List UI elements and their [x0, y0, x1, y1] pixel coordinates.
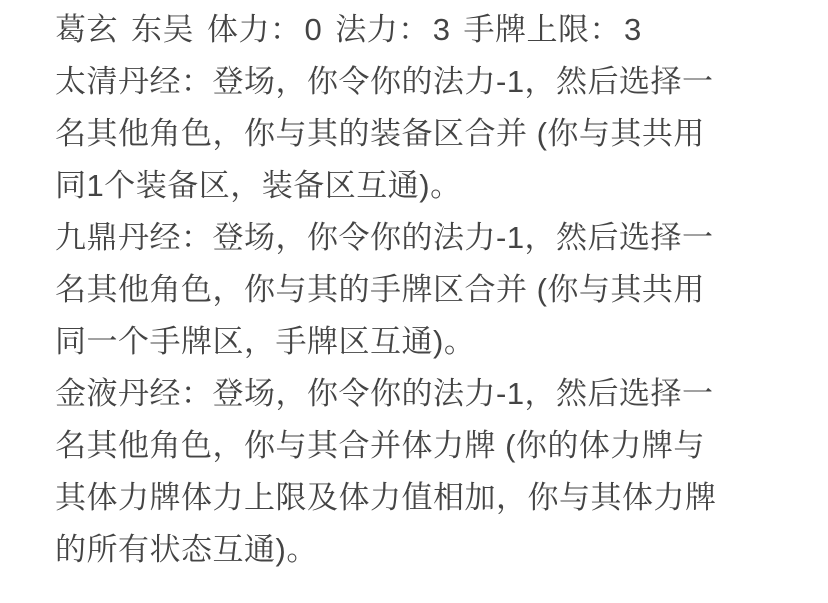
skill-text-line: 名其他角色，你与其合并体力牌 (你的体力牌与	[55, 428, 705, 463]
stat-hp-label: 体力：	[207, 12, 302, 47]
character-header	[55, 4, 798, 56]
stat-hand-limit-label: 手牌上限：	[463, 12, 621, 47]
character-name: 葛玄	[55, 12, 118, 47]
character-faction: 东吴	[131, 12, 194, 47]
stat-hand-limit	[464, 4, 642, 56]
skill-taiqing-danjing	[55, 56, 798, 212]
skill-jiuding-danjing	[55, 212, 798, 368]
skill-text-line: 金液丹经：登场，你令你的法力-1，然后选择一	[55, 376, 714, 411]
stat-hp-value: 0	[304, 12, 323, 47]
skill-text-line: 名其他角色，你与其的装备区合并 (你与其共用	[55, 116, 705, 151]
skill-jinye-danjing	[55, 368, 798, 576]
skill-text-line: 的所有状态互通)。	[55, 532, 318, 567]
skill-text-line: 同一个手牌区，手牌区互通)。	[55, 324, 476, 359]
skill-text-line: 其体力牌体力上限及体力值相加，你与其体力牌	[55, 480, 717, 515]
skill-text-line: 同1个装备区，装备区互通)。	[55, 168, 462, 203]
stat-mp-value: 3	[432, 12, 451, 47]
stat-mp	[335, 4, 450, 56]
skill-text-line: 太清丹经：登场，你令你的法力-1，然后选择一	[55, 64, 714, 99]
stat-hp	[207, 4, 322, 56]
skill-text-line: 九鼎丹经：登场，你令你的法力-1，然后选择一	[55, 220, 714, 255]
stat-mp-label: 法力：	[335, 12, 430, 47]
stat-hand-limit-value: 3	[624, 12, 642, 47]
skill-text-line: 名其他角色，你与其的手牌区合并 (你与其共用	[55, 272, 705, 307]
